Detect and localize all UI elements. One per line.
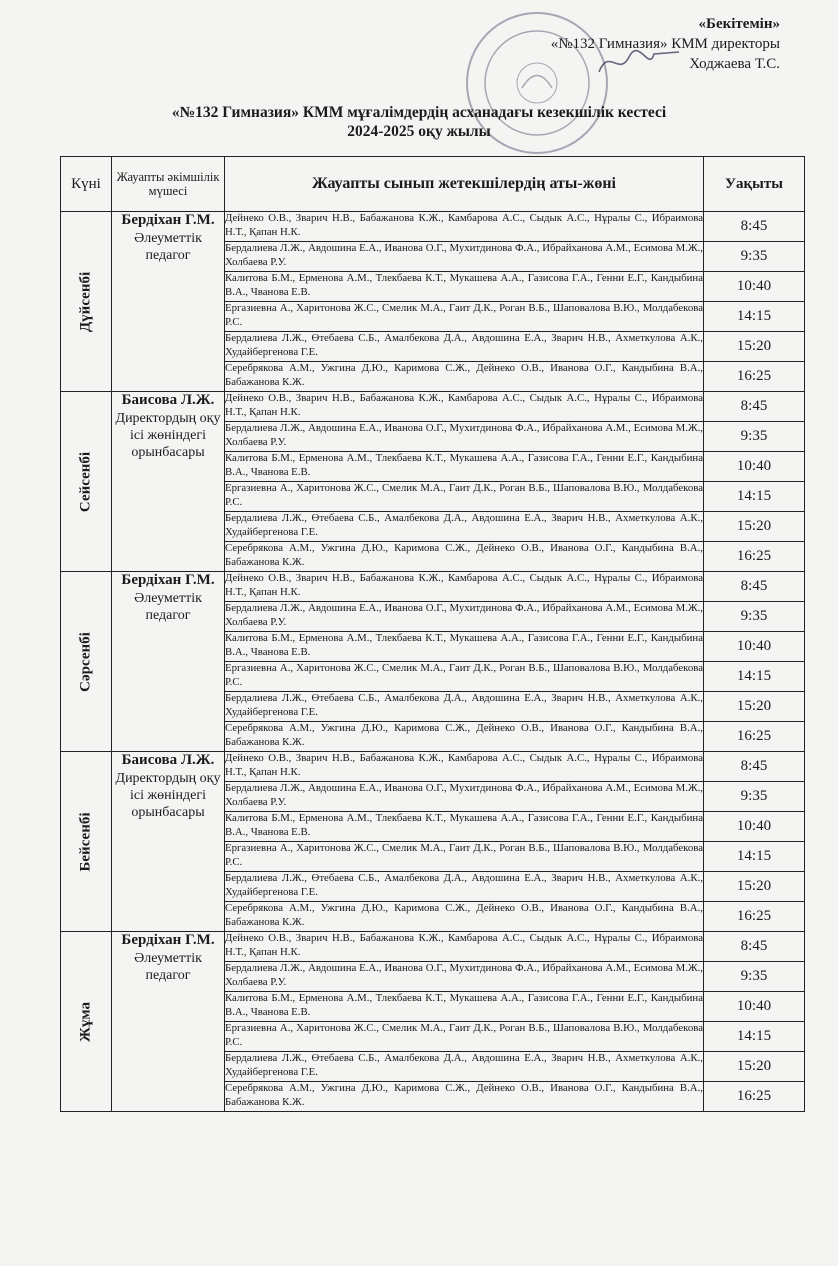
time-cell: 15:20 <box>704 1052 805 1082</box>
time-cell: 10:40 <box>704 272 805 302</box>
time-cell: 14:15 <box>704 662 805 692</box>
teacher-names-cell: Ергазиевна А., Харитонова Ж.С., Смелик М.А., Гаит Д.К., Роган В.Б., Шаповалова В.Ю., Молдабекова Р.С. <box>225 842 704 872</box>
teacher-names-cell: Калитова Б.М., Ерменова А.М., Тлекбаева К.Т., Мукашева А.А., Газисова Г.А., Генни Е.Г., Кандыбина В.А., Чванова Е.В. <box>225 992 704 1022</box>
admin-cell <box>112 932 225 1112</box>
time-cell: 15:20 <box>704 512 805 542</box>
day-cell <box>61 572 112 752</box>
teacher-names-cell: Ергазиевна А., Харитонова Ж.С., Смелик М.А., Гаит Д.К., Роган В.Б., Шаповалова В.Ю., Молдабекова Р.С. <box>225 1022 704 1052</box>
time-cell: 8:45 <box>704 212 805 242</box>
day-label: Бейсенбі <box>77 811 94 872</box>
teacher-names-cell: Дейнеко О.В., Зварич Н.В., Бабажанова К.Ж., Камбарова А.С., Сыдык А.С., Нұралы С., Ибраимова Н.Т., Қапан Н.К. <box>225 752 704 782</box>
teacher-names-cell: Бердалиева Л.Ж., Өтебаева С.Б., Амалбекова Д.А., Авдошина Е.А., Зварич Н.В., Ахметкулова А.К., Худайбергенова Г.Е. <box>225 512 704 542</box>
time-cell: 16:25 <box>704 1082 805 1112</box>
table-row <box>61 572 805 602</box>
header-admin: Жауапты әкімшілік мүшесі <box>112 157 225 212</box>
table-row <box>61 752 805 782</box>
time-cell: 14:15 <box>704 1022 805 1052</box>
teacher-names-cell: Бердалиева Л.Ж., Өтебаева С.Б., Амалбекова Д.А., Авдошина Е.А., Зварич Н.В., Ахметкулова А.К., Худайбергенова Г.Е. <box>225 332 704 362</box>
day-cell <box>61 212 112 392</box>
table-row <box>61 212 805 242</box>
teacher-names-cell: Бердалиева Л.Ж., Өтебаева С.Б., Амалбекова Д.А., Авдошина Е.А., Зварич Н.В., Ахметкулова А.К., Худайбергенова Г.Е. <box>225 692 704 722</box>
table-row <box>61 932 805 962</box>
teacher-names-cell: Бердалиева Л.Ж., Авдошина Е.А., Иванова О.Г., Мухитдинова Ф.А., Ибрайханова А.М., Есимова М.Ж., Холбаева Р.У. <box>225 782 704 812</box>
time-cell: 9:35 <box>704 422 805 452</box>
day-cell <box>61 932 112 1112</box>
header-day: Күні <box>61 157 112 212</box>
admin-name: Баисова Л.Ж. <box>121 392 215 408</box>
teacher-names-cell: Серебрякова А.М., Ужгина Д.Ю., Каримова С.Ж., Дейнеко О.В., Иванова О.Г., Кандыбина В.А., Бабажанова К.Ж. <box>225 542 704 572</box>
teacher-names-cell: Ергазиевна А., Харитонова Ж.С., Смелик М.А., Гаит Д.К., Роган В.Б., Шаповалова В.Ю., Молдабекова Р.С. <box>225 662 704 692</box>
admin-cell <box>112 572 225 752</box>
day-cell <box>61 752 112 932</box>
teacher-names-cell: Серебрякова А.М., Ужгина Д.Ю., Каримова С.Ж., Дейнеко О.В., Иванова О.Г., Кандыбина В.А., Бабажанова К.Ж. <box>225 1082 704 1112</box>
day-label: Сәрсенбі <box>77 631 94 692</box>
time-cell: 8:45 <box>704 752 805 782</box>
time-cell: 10:40 <box>704 992 805 1022</box>
time-cell: 9:35 <box>704 962 805 992</box>
teacher-names-cell: Бердалиева Л.Ж., Өтебаева С.Б., Амалбекова Д.А., Авдошина Е.А., Зварич Н.В., Ахметкулова А.К., Худайбергенова Г.Е. <box>225 872 704 902</box>
teacher-names-cell: Калитова Б.М., Ерменова А.М., Тлекбаева К.Т., Мукашева А.А., Газисова Г.А., Генни Е.Г., Кандыбина В.А., Чванова Е.В. <box>225 632 704 662</box>
teacher-names-cell: Дейнеко О.В., Зварич Н.В., Бабажанова К.Ж., Камбарова А.С., Сыдык А.С., Нұралы С., Ибраимова Н.Т., Қапан Н.К. <box>225 572 704 602</box>
time-cell: 16:25 <box>704 542 805 572</box>
time-cell: 10:40 <box>704 632 805 662</box>
time-cell: 14:15 <box>704 482 805 512</box>
time-cell: 16:25 <box>704 362 805 392</box>
teacher-names-cell: Калитова Б.М., Ерменова А.М., Тлекбаева К.Т., Мукашева А.А., Газисова Г.А., Генни Е.Г., Кандыбина В.А., Чванова Е.В. <box>225 452 704 482</box>
admin-role: Әлеуметтік педагог <box>134 591 202 623</box>
teacher-names-cell: Дейнеко О.В., Зварич Н.В., Бабажанова К.Ж., Камбарова А.С., Сыдык А.С., Нұралы С., Ибраимова Н.Т., Қапан Н.К. <box>225 212 704 242</box>
title-line-2: 2024-2025 оқу жылы <box>347 123 491 140</box>
day-label: Сейсенбі <box>77 451 94 512</box>
teacher-names-cell: Бердалиева Л.Ж., Авдошина Е.А., Иванова О.Г., Мухитдинова Ф.А., Ибрайханова А.М., Есимова М.Ж., Холбаева Р.У. <box>225 962 704 992</box>
time-cell: 9:35 <box>704 782 805 812</box>
duty-schedule-table <box>60 156 805 1112</box>
day-cell <box>61 392 112 572</box>
admin-role: Әлеуметтік педагог <box>134 951 202 983</box>
teacher-names-cell: Дейнеко О.В., Зварич Н.В., Бабажанова К.Ж., Камбарова А.С., Сыдык А.С., Нұралы С., Ибраимова Н.Т., Қапан Н.К. <box>225 932 704 962</box>
time-cell: 8:45 <box>704 392 805 422</box>
admin-cell <box>112 392 225 572</box>
time-cell: 8:45 <box>704 932 805 962</box>
teacher-names-cell: Серебрякова А.М., Ужгина Д.Ю., Каримова С.Ж., Дейнеко О.В., Иванова О.Г., Кандыбина В.А., Бабажанова К.Ж. <box>225 902 704 932</box>
table-row <box>61 392 805 422</box>
teacher-names-cell: Калитова Б.М., Ерменова А.М., Тлекбаева К.Т., Мукашева А.А., Газисова Г.А., Генни Е.Г., Кандыбина В.А., Чванова Е.В. <box>225 272 704 302</box>
teacher-names-cell: Калитова Б.М., Ерменова А.М., Тлекбаева К.Т., Мукашева А.А., Газисова Г.А., Генни Е.Г., Кандыбина В.А., Чванова Е.В. <box>225 812 704 842</box>
schedule-body <box>61 212 805 1112</box>
teacher-names-cell: Ергазиевна А., Харитонова Ж.С., Смелик М.А., Гаит Д.К., Роган В.Б., Шаповалова В.Ю., Молдабекова Р.С. <box>225 482 704 512</box>
time-cell: 15:20 <box>704 332 805 362</box>
time-cell: 16:25 <box>704 902 805 932</box>
document-title <box>0 103 838 141</box>
time-cell: 8:45 <box>704 572 805 602</box>
teacher-names-cell: Бердалиева Л.Ж., Авдошина Е.А., Иванова О.Г., Мухитдинова Ф.А., Ибрайханова А.М., Есимова М.Ж., Холбаева Р.У. <box>225 602 704 632</box>
admin-name: Бердіхан Г.М. <box>121 572 215 588</box>
time-cell: 9:35 <box>704 602 805 632</box>
admin-cell <box>112 212 225 392</box>
time-cell: 14:15 <box>704 842 805 872</box>
time-cell: 16:25 <box>704 722 805 752</box>
teacher-names-cell: Бердалиева Л.Ж., Өтебаева С.Б., Амалбекова Д.А., Авдошина Е.А., Зварич Н.В., Ахметкулова А.К., Худайбергенова Г.Е. <box>225 1052 704 1082</box>
time-cell: 14:15 <box>704 302 805 332</box>
time-cell: 15:20 <box>704 692 805 722</box>
time-cell: 10:40 <box>704 452 805 482</box>
admin-name: Бердіхан Г.М. <box>121 932 215 948</box>
teacher-names-cell: Ергазиевна А., Харитонова Ж.С., Смелик М.А., Гаит Д.К., Роган В.Б., Шаповалова В.Ю., Молдабекова Р.С. <box>225 302 704 332</box>
teacher-names-cell: Серебрякова А.М., Ужгина Д.Ю., Каримова С.Ж., Дейнеко О.В., Иванова О.Г., Кандыбина В.А., Бабажанова К.Ж. <box>225 362 704 392</box>
teacher-names-cell: Бердалиева Л.Ж., Авдошина Е.А., Иванова О.Г., Мухитдинова Ф.А., Ибрайханова А.М., Есимова М.Ж., Холбаева Р.У. <box>225 242 704 272</box>
teacher-names-cell: Серебрякова А.М., Ужгина Д.Ю., Каримова С.Ж., Дейнеко О.В., Иванова О.Г., Кандыбина В.А., Бабажанова К.Ж. <box>225 722 704 752</box>
table-header-row <box>61 157 805 212</box>
admin-role: Директордың оқу ісі жөніндегі орынбасары <box>115 411 221 460</box>
day-label: Жұма <box>77 1001 94 1042</box>
header-names: Жауапты сынып жетекшілердің аты-жөні <box>225 157 704 212</box>
admin-name: Бердіхан Г.М. <box>121 212 215 228</box>
approval-signatory: Ходжаева Т.С. <box>689 56 780 72</box>
admin-cell <box>112 752 225 932</box>
day-label: Дүйсенбі <box>77 271 94 332</box>
admin-role: Директордың оқу ісі жөніндегі орынбасары <box>115 771 221 820</box>
approval-block <box>551 14 780 74</box>
time-cell: 15:20 <box>704 872 805 902</box>
header-time: Уақыты <box>704 157 805 212</box>
teacher-names-cell: Бердалиева Л.Ж., Авдошина Е.А., Иванова О.Г., Мухитдинова Ф.А., Ибрайханова А.М., Есимова М.Ж., Холбаева Р.У. <box>225 422 704 452</box>
time-cell: 10:40 <box>704 812 805 842</box>
admin-role: Әлеуметтік педагог <box>134 231 202 263</box>
approval-position: «№132 Гимназия» КММ директоры <box>550 36 780 52</box>
time-cell: 9:35 <box>704 242 805 272</box>
approval-heading: «Бекітемін» <box>698 16 780 32</box>
teacher-names-cell: Дейнеко О.В., Зварич Н.В., Бабажанова К.Ж., Камбарова А.С., Сыдык А.С., Нұралы С., Ибраимова Н.Т., Қапан Н.К. <box>225 392 704 422</box>
title-line-1: «№132 Гимназия» КММ мұғалімдердің асханадағы кезекшілік кестесі <box>171 104 667 121</box>
admin-name: Баисова Л.Ж. <box>121 752 215 768</box>
